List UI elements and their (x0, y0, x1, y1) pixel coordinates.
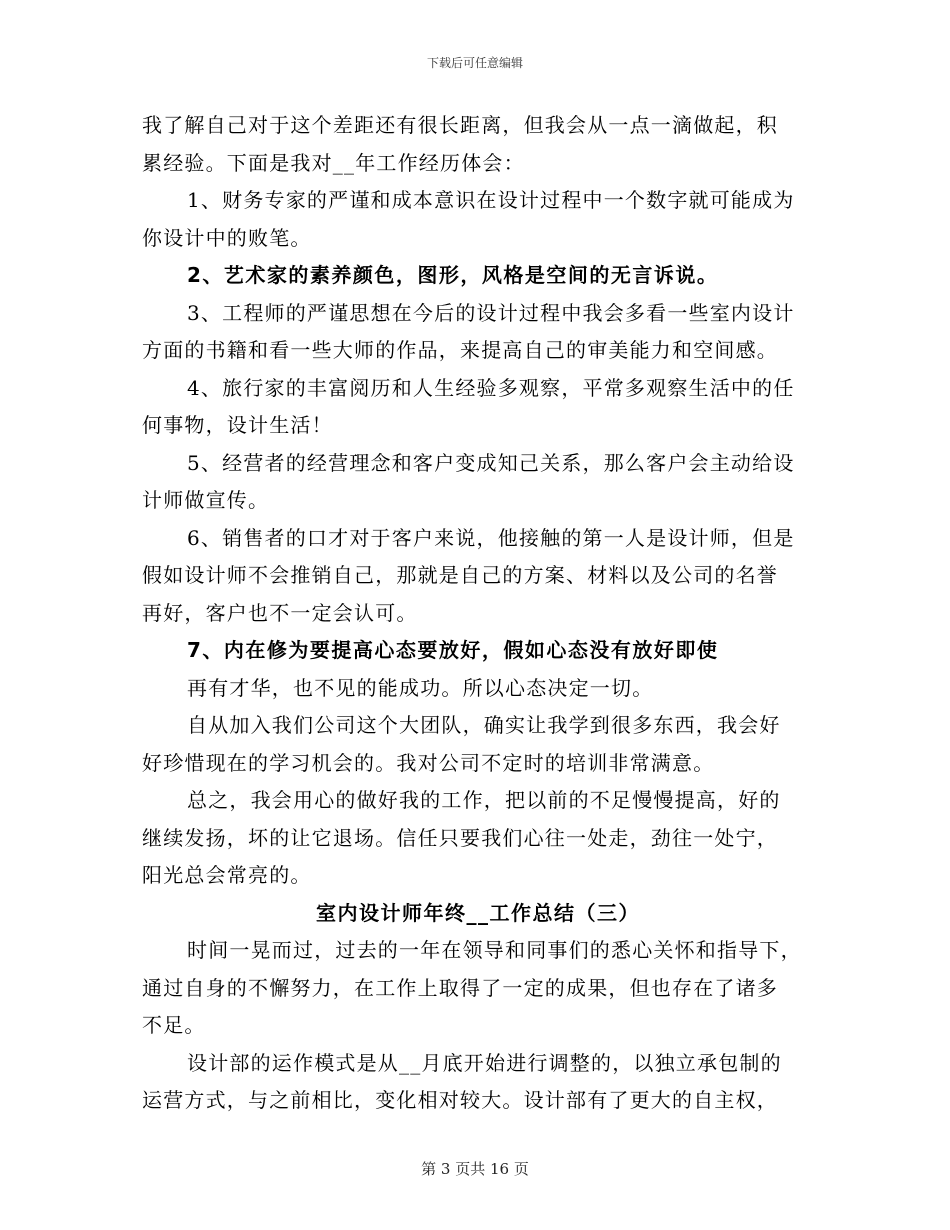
page-footer: 第 3 页共 16 页 (421, 1160, 529, 1178)
list-item-bold: 2、艺术家的素养颜色，图形，风格是空间的无言诉说。 (187, 263, 719, 287)
paragraph-line: 自从加入我们公司这个大团队，确实让我学到很多东西，我会好 (187, 713, 781, 737)
document-body (142, 107, 814, 1120)
section-title: 室内设计师年终__工作总结（三） (316, 900, 640, 925)
text-line: 再有才华，也不见的能成功。所以心态决定一切。 (187, 675, 654, 700)
text-line: 我了解自己对于这个差距还有很长距离，但我会从一点一滴做起，积 (142, 113, 778, 137)
paragraph-line: 总之，我会用心的做好我的工作，把以前的不足慢慢提高，好的 (187, 788, 781, 812)
list-item: 4、旅行家的丰富阅历和人生经验多观察，平常多观察生活中的任 (187, 375, 795, 400)
text-line: 累经验。下面是我对__年工作经历体会： (142, 150, 525, 175)
list-item-bold: 7、内在修为要提高心态要放好，假如心态没有放好即使 (187, 638, 719, 662)
text-line: 通过自身的不懈努力，在工作上取得了一定的成果，但也存在了诸多 (142, 975, 778, 1000)
text-line: 好珍惜现在的学习机会的。我对公司不定时的培训非常满意。 (142, 750, 715, 775)
text-line: 继续发扬，坏的让它退场。信任只要我们心往一处走，劲往一处宁， (142, 825, 778, 850)
text-line: 假如设计师不会推销自己，那就是自己的方案、材料以及公司的名誉 (142, 563, 778, 587)
text-line: 阳光总会常亮的。 (142, 863, 312, 887)
paragraph-line: 时间一晃而过，过去的一年在领导和同事们的悉心关怀和指导下， (187, 938, 802, 962)
text-line: 再好，客户也不一定会认可。 (142, 600, 418, 625)
page-header: 下载后可任意编辑 (426, 56, 523, 70)
list-item: 5、经营者的经营理念和客户变成知己关系，那么客户会主动给设 (187, 450, 795, 475)
text-line: 你设计中的败笔。 (142, 225, 312, 250)
text-line: 方面的书籍和看一些大师的作品，来提高自己的审美能力和空间感。 (142, 338, 778, 362)
text-line: 运营方式，与之前相比，变化相对较大。设计部有了更大的自主权， (142, 1088, 778, 1112)
text-line: 何事物，设计生活！ (142, 413, 333, 437)
list-item: 3、工程师的严谨思想在今后的设计过程中我会多看一些室内设计 (187, 300, 795, 325)
text-line: 不足。 (142, 1013, 206, 1037)
paragraph-line: 设计部的运作模式是从__月底开始进行调整的，以独立承包制的 (187, 1050, 782, 1075)
list-item: 6、销售者的口才对于客户来说，他接触的第一人是设计师，但是 (187, 525, 795, 550)
text-line: 计师做宣传。 (142, 488, 270, 512)
list-item: 1、财务专家的严谨和成本意识在设计过程中一个数字就可能成为 (187, 188, 795, 212)
